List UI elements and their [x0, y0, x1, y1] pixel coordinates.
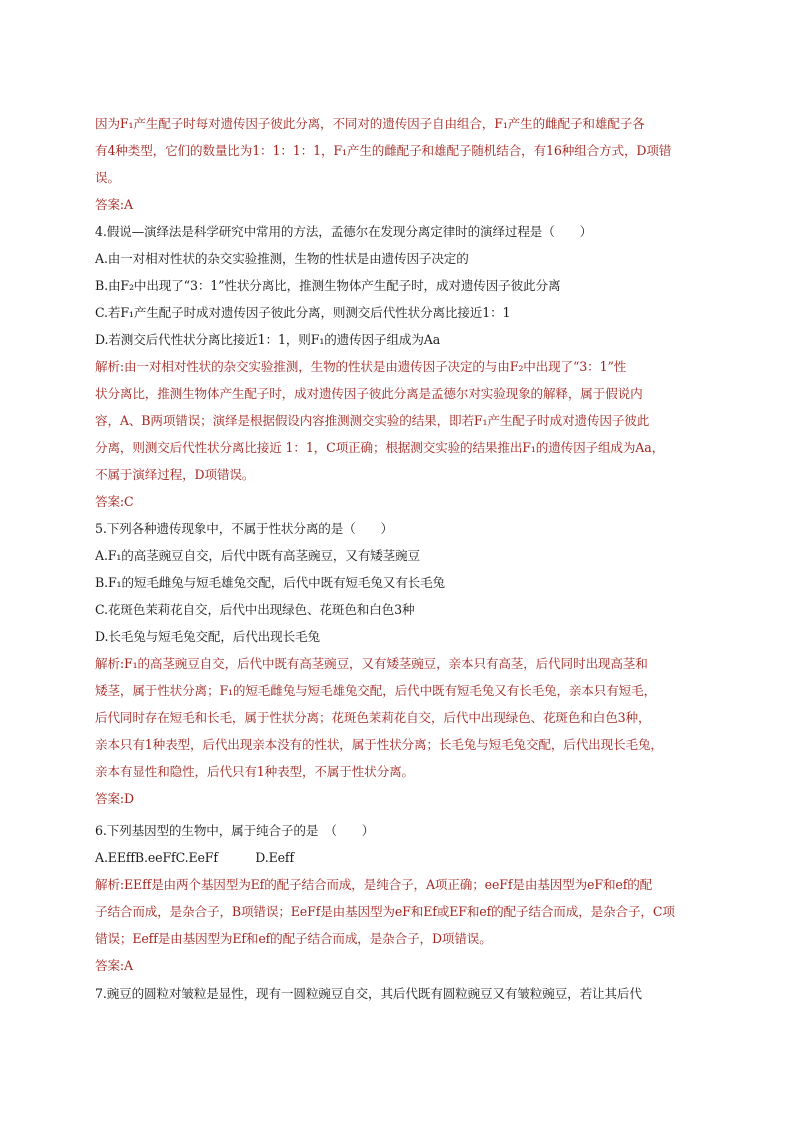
question-stem: 5.下列各种遗传现象中，不属于性状分离的是（ ） — [95, 521, 393, 536]
question-6 — [95, 817, 715, 979]
option-a: A.F₁的高茎豌豆自交，后代中既有高茎豌豆，又有矮茎豌豆 — [95, 548, 420, 563]
question-stem: 4.假说—演绎法是科学研究中常用的方法，孟德尔在发现分离定律时的演绎过程是（ ） — [95, 224, 593, 239]
option-a: A.由一对相对性状的杂交实验推测，生物的性状是由遗传因子决定的 — [95, 251, 469, 266]
option-d: D.长毛兔与短毛兔交配，后代出现长毛兔 — [95, 629, 320, 644]
option-b: B.F₁的短毛雌兔与短毛雄兔交配，后代中既有短毛兔又有长毛兔 — [95, 575, 445, 590]
explanation-line: 后代同时存在短毛和长毛，属于性状分离；花斑色茉莉花自交，后代中出现绿色、花斑色和白色3种， — [95, 710, 651, 725]
options-line: A.EEffB.eeFfC.EeFf D.Eeff — [95, 850, 294, 865]
explanation-line: 子结合而成，是杂合子，B项错误；EeFf是由基因型为eF和Ef或EF和ef的配子结合而成，是杂合子，C项 — [95, 904, 675, 919]
option-c: C.若F₁产生配子时成对遗传因子彼此分离，则测交后代性状分离比接近1：1 — [95, 305, 511, 320]
explanation-line: 容，A、B两项错误；演绎是根据假设内容推测测交实验的结果，即若F₁产生配子时成对遗传因子彼此 — [95, 413, 650, 428]
option-b: B.由F₂中出现了“3：1”性状分离比，推测生物体产生配子时，成对遗传因子彼此分离 — [95, 278, 561, 293]
question-stem: 6.下列基因型的生物中，属于纯合子的是 （ ） — [95, 823, 375, 838]
question-7 — [95, 980, 715, 1007]
answer-line: 答案:A — [95, 958, 133, 973]
question-5 — [95, 515, 715, 812]
answer-line: 答案:A — [95, 197, 133, 212]
explanation-line: 亲本只有1种表型，后代出现亲本没有的性状，属于性状分离；长毛兔与短毛兔交配，后代出现长毛兔， — [95, 737, 663, 752]
answer-line: 答案:D — [95, 791, 134, 806]
explanation-line: 错误；Eeff是由基因型为Ef和ef的配子结合而成，是杂合子，D项错误。 — [95, 931, 492, 946]
explanation-line: 因为F₁产生配子时每对遗传因子彼此分离，不同对的遗传因子自由组合，F₁产生的雌配子和雄配子各 — [95, 116, 645, 131]
option-c: C.花斑色茉莉花自交，后代中出现绿色、花斑色和白色3种 — [95, 602, 415, 617]
explanation-line: 状分离比，推测生物体产生配子时，成对遗传因子彼此分离是孟德尔对实验现象的解释，属于假说内 — [95, 386, 643, 401]
option-d: D.若测交后代性状分离比接近1：1，则F₁的遗传因子组成为Aa — [95, 332, 441, 347]
question-stem: 7.豌豆的圆粒对皱粒是显性，现有一圆粒豌豆自交，其后代既有圆粒豌豆又有皱粒豌豆，若让其后代 — [95, 986, 642, 1001]
explanation-line: 有4种类型，它们的数量比为1：1：1：1，F₁产生的雌配子和雄配子随机结合，有16种组合方式，D项错 — [95, 143, 672, 158]
explanation-line: 解析:由一对相对性状的杂交实验推测，生物的性状是由遗传因子决定的与由F₂中出现了“3：1”性 — [95, 359, 627, 374]
explanation-line: 不属于演绎过程，D项错误。 — [95, 467, 255, 482]
explanation-line: 矮茎，属于性状分离；F₁的短毛雌兔与短毛雄兔交配，后代中既有短毛兔又有长毛兔，亲本只有短毛， — [95, 683, 657, 698]
answer-line: 答案:C — [95, 494, 134, 509]
explanation-line: 亲本有显性和隐性，后代只有1种表型，不属于性状分离。 — [95, 764, 414, 779]
question-4 — [95, 218, 715, 515]
explanation-line: 解析:F₁的高茎豌豆自交，后代中既有高茎豌豆，又有矮茎豌豆，亲本只有高茎，后代同时出现高茎和 — [95, 656, 648, 671]
prev-question-explanation — [95, 110, 715, 218]
explanation-line: 解析:EEff是由两个基因型为Ef的配子结合而成，是纯合子，A项正确；eeFf是由基因型为eF和ef的配 — [95, 877, 653, 892]
explanation-line: 误。 — [95, 170, 120, 185]
explanation-line: 分离，则测交后代性状分离比接近 1：1，C项正确；根据测交实验的结果推出F₁的遗传因子组成为Aa， — [95, 440, 665, 455]
